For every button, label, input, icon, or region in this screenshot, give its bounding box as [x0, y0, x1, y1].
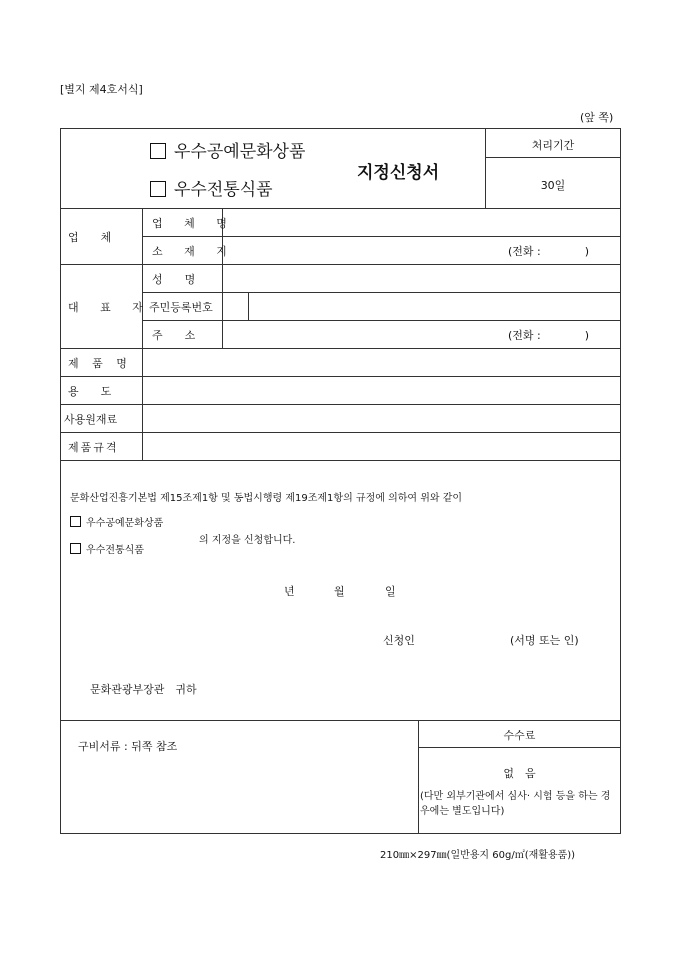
checkbox-icon [70, 543, 81, 554]
divider [142, 320, 621, 321]
divider [142, 208, 143, 460]
divider [60, 376, 621, 377]
product-material-label: 사용원재료 [64, 413, 118, 426]
divider [142, 236, 621, 237]
legal-statement: 문화산업진흥기본법 제15조제1항 및 동법시행령 제19조제1항의 규정에 의하여 위와 같이 [70, 493, 463, 504]
divider [60, 208, 621, 209]
checkbox-icon [150, 181, 166, 197]
fee-note: (다만 외부기관에서 심사· 시험 등을 하는 경우에는 별도입니다) [420, 791, 611, 817]
product-spec-label: 제품규격 [68, 441, 119, 454]
product-name-label: 제 품 명 [68, 357, 132, 370]
recipient: 문화관광부장관 귀하 [90, 683, 197, 696]
company-name-label: 업 체 명 [152, 217, 236, 230]
signature-label: (서명 또는 인) [510, 634, 579, 647]
page-title: 지정신청서 [357, 163, 440, 183]
applicant-label: 신청인 [383, 634, 415, 647]
date-day: 일 [385, 585, 396, 598]
company-phone: (전화 : ) [508, 245, 590, 258]
form-number: [별지 제4호서식] [60, 83, 143, 96]
product-use-label: 용 도 [68, 385, 112, 398]
page-side: (앞 쪽) [580, 111, 614, 124]
period-value: 30일 [540, 179, 566, 192]
divider [60, 404, 621, 405]
company-label: 업 체 [68, 231, 112, 244]
rep-id-label: 주민등록번호 [149, 301, 213, 314]
paper-spec: 210㎜×297㎜(일반용지 60g/㎡(재활용품)) [380, 850, 576, 861]
title-option-craft: 우수공예문화상품 [150, 137, 305, 162]
period-label: 처리기간 [531, 139, 575, 152]
date-year: 년 [284, 585, 295, 598]
rep-phone: (전화 : ) [508, 329, 590, 342]
check-food: 우수전통식품 [70, 541, 144, 556]
checkbox-icon [70, 516, 81, 527]
representative-label: 대 표 자 [68, 301, 152, 314]
rep-name-label: 성 명 [152, 273, 196, 286]
company-address-label: 소 재 지 [152, 245, 236, 258]
divider [60, 432, 621, 433]
date-month: 월 [334, 585, 345, 598]
fee-label: 수수료 [503, 729, 536, 742]
divider [142, 292, 621, 293]
apply-text: 의 지정을 신청합니다. [199, 535, 296, 546]
divider [60, 264, 621, 265]
check-craft: 우수공예문화상품 [70, 514, 163, 529]
rep-address-label: 주 소 [152, 329, 196, 342]
divider [248, 292, 249, 320]
divider [60, 460, 621, 461]
checkbox-icon [150, 143, 166, 159]
fee-value: 없 음 [503, 767, 536, 780]
required-documents: 구비서류 : 뒤쪽 참조 [78, 740, 178, 753]
divider [60, 348, 621, 349]
divider [485, 157, 621, 158]
divider [418, 747, 621, 748]
divider [60, 720, 621, 721]
title-option-food: 우수전통식품 [150, 175, 273, 200]
